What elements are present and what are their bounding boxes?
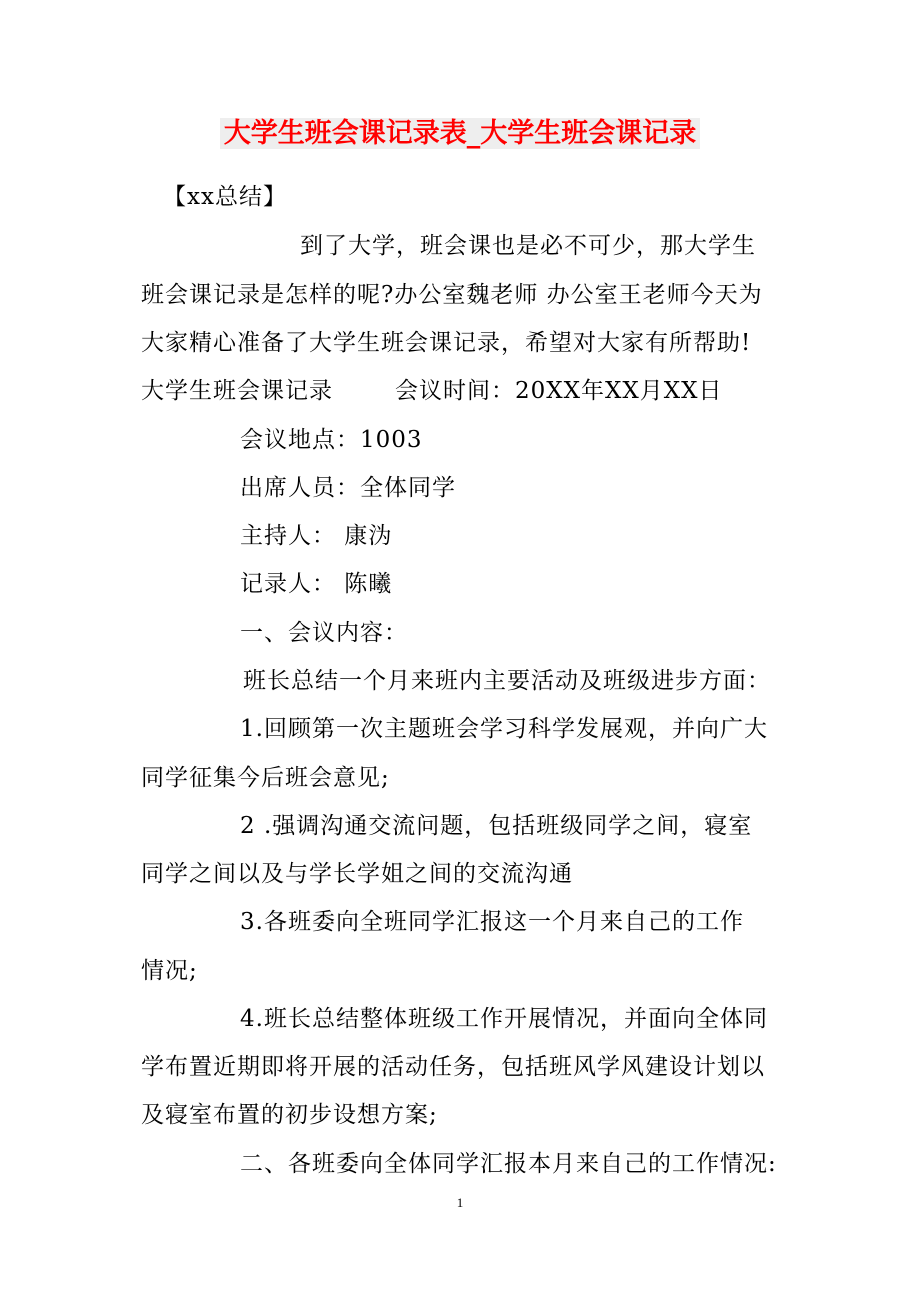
document-title	[0, 112, 920, 156]
item-3-line-1: 3.各班委向全班同学汇报这一个月来自己的工作	[240, 909, 744, 935]
item-4-line-3: 及寝室布置的初步设想方案;	[141, 1102, 438, 1128]
recorder: 记录人： 陈曦	[240, 571, 393, 597]
meeting-place: 会议地点：1003	[240, 427, 423, 453]
monitor-summary: 班长总结一个月来班内主要活动及班级进步方面：	[243, 668, 771, 694]
record-header	[141, 375, 723, 407]
host: 主持人： 康沩	[240, 523, 393, 549]
item-1-line-2: 同学征集今后班会意见;	[141, 765, 390, 791]
item-2-line-2: 同学之间以及与学长学姐之间的交流沟通	[141, 861, 573, 887]
attendees: 出席人员：全体同学	[240, 475, 456, 501]
intro-line-3: 大家精心准备了大学生班会课记录，希望对大家有所帮助!	[141, 330, 752, 356]
item-4-line-1: 4.班长总结整体班级工作开展情况，并面向全体同	[240, 1006, 768, 1032]
meeting-time: 会议时间：20XX年XX月XX日	[395, 378, 723, 404]
document-title-text: 大学生班会课记录表_大学生班会课记录	[220, 118, 701, 149]
page-number: 1	[456, 1195, 464, 1210]
item-1-line-1: 1.回顾第一次主题班会学习科学发展观，并向广大	[240, 716, 768, 742]
item-4-line-2: 学布置近期即将开展的活动任务，包括班风学风建设计划以	[141, 1054, 765, 1080]
intro-line-1: 到了大学，班会课也是必不可少，那大学生	[300, 233, 756, 259]
intro-line-2: 班会课记录是怎样的呢?办公室魏老师 办公室王老师今天为	[141, 282, 763, 308]
section-two-heading: 二、各班委向全体同学汇报本月来自己的工作情况:	[240, 1151, 777, 1177]
item-3-line-2: 情况;	[141, 958, 198, 984]
item-2-line-1: 2 .强调沟通交流问题，包括班级同学之间，寝室	[240, 813, 753, 839]
summary-tag: 【xx总结】	[163, 184, 287, 210]
record-name: 大学生班会课记录	[141, 378, 333, 404]
section-one-heading: 一、会议内容：	[240, 620, 408, 646]
